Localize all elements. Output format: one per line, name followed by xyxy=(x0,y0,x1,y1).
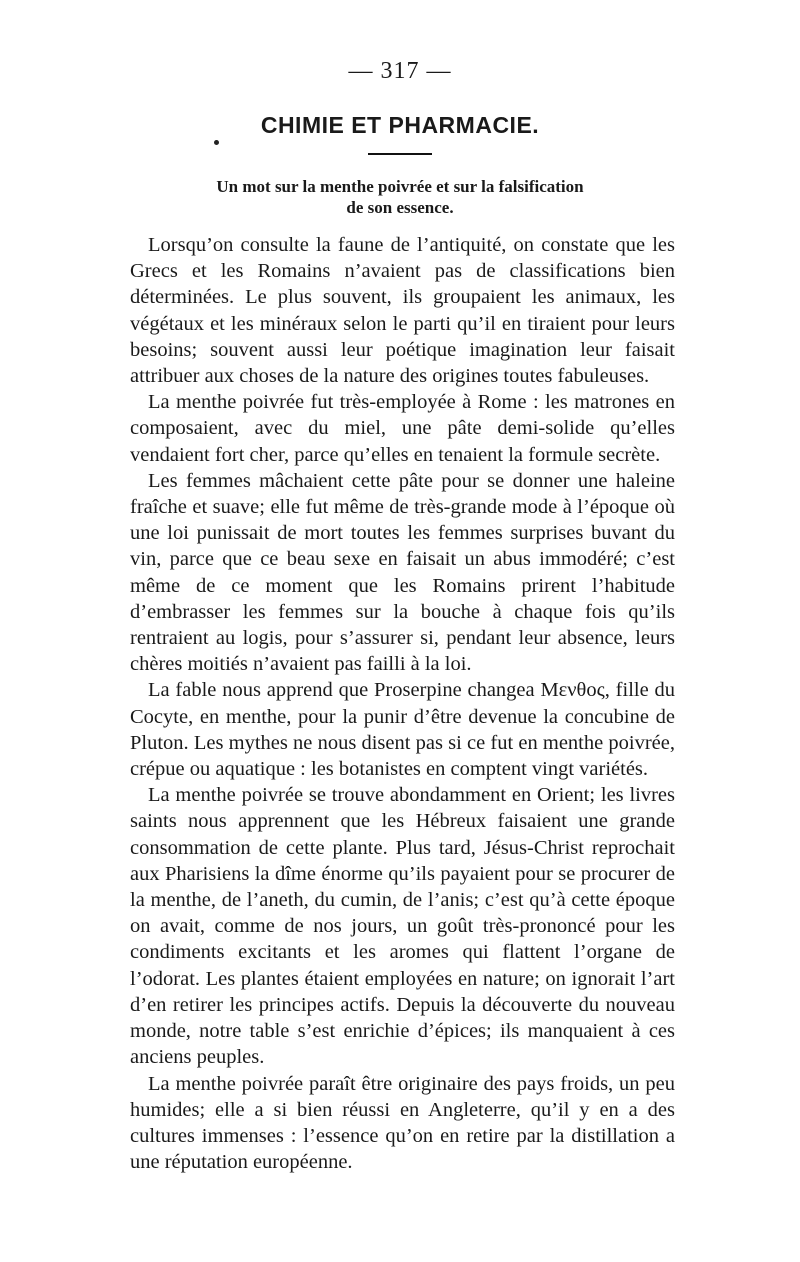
title-rule xyxy=(368,153,432,155)
paragraph: Lorsqu’on consulte la faune de l’antiquité, on constate que les Grecs et les Romains n’avaient pas de classifications bien déterminées. Le plus souvent, ils groupaient les animaux, les végétaux et les minéraux selon le parti qu’il en tiraient pour leurs besoins; souvent aussi leur poétique imagination leur faisait attribuer aux choses de la nature des origines toutes fabuleuses. xyxy=(130,234,675,388)
paragraph: La fable nous apprend que Proserpine changea Μενθος, fille du Cocyte, en menthe, pour la punir d’être devenue la concubine de Pluton. Les mythes ne nous disent pas si ce fut en menthe poivrée, crépue ou aquatique : les botanistes en comptent vingt variétés. xyxy=(130,679,675,781)
paragraph: La menthe poivrée fut très-employée à Rome : les matrones en composaient, avec du miel, une pâte demi-solide qu’elles vendaient fort cher, parce qu’elles en tenaient la formule secrète. xyxy=(130,391,675,466)
page-number: — 317 — xyxy=(348,58,452,84)
paragraph: Les femmes mâchaient cette pâte pour se donner une haleine fraîche et suave; elle fut même de très-grande mode à l’époque où une loi punissait de mort toutes les femmes surprises buvant du vin, parce que ce beau sexe en faisait un abus immodéré; c’est même de ce moment que les Romains prirent l’habitude d’embrasser les femmes sur la bouche à chaque fois qu’ils rentraient au logis, pour s’assurer si, pendant leur absence, leurs chères moitiés n’avaient pas failli à la loi. xyxy=(130,469,675,676)
article-heading xyxy=(140,176,660,218)
article-body xyxy=(130,232,675,1175)
paragraph: La menthe poivrée se trouve abondamment en Orient; les livres saints nous apprennent que les Hébreux faisaient une grande consommation de cette plante. Plus tard, Jésus-Christ reprochait aux Pharisiens la dîme énorme qu’ils payaient pour se procurer de la menthe, de l’aneth, du cumin, de l’anis; c’est qu’à cette époque on avait, comme de nos jours, un goût très-prononcé pour les condiments excitants et les aromes qui flattent l’organe de l’odorat. Les plantes étaient employées en nature; on ignorait l’art d’en retirer les principes actifs. Depuis la découverte du nouveau monde, notre table s’est enrichie d’épices; ils manquaient à ces anciens peuples. xyxy=(130,784,675,1069)
ink-dot xyxy=(214,140,219,145)
section-title: CHIMIE ET PHARMACIE. xyxy=(260,112,540,138)
article-heading-line-1: Un mot sur la menthe poivrée et sur la falsification xyxy=(216,177,584,196)
paragraph: La menthe poivrée paraît être originaire des pays froids, un peu humides; elle a si bien réussi en Angleterre, qu’il y en a des cultures immenses : l’essence qu’on en retire par la distillation a une réputation européenne. xyxy=(130,1072,675,1174)
article-heading-line-2: de son essence. xyxy=(346,198,454,217)
